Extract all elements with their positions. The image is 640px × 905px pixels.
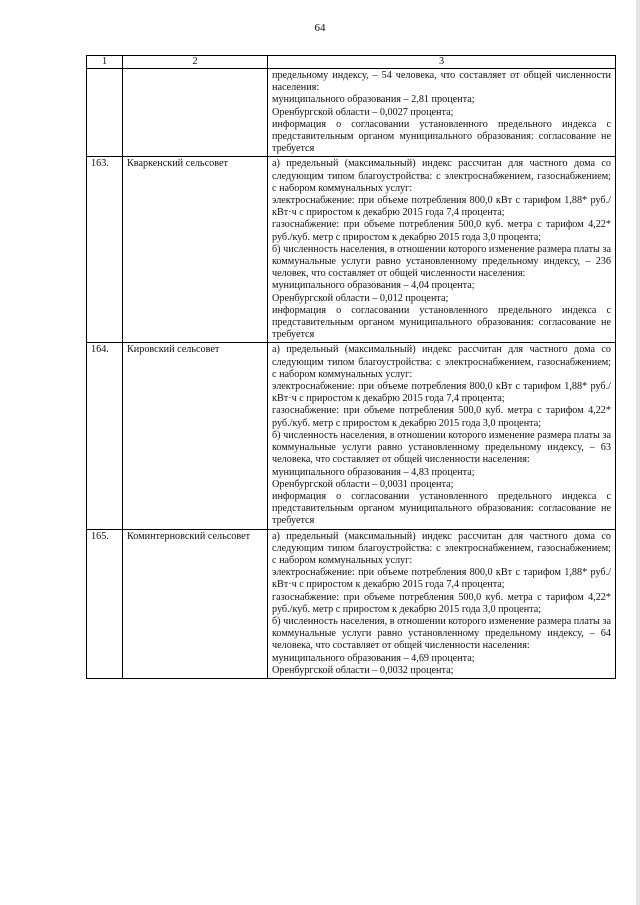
description-paragraph: муниципального образования – 4,83 процента; — [272, 466, 475, 478]
description-paragraph: информация о согласовании установленного предельного индекса с представительным органом муниципального образования: согласование не требуется — [272, 118, 611, 155]
index-description — [268, 343, 616, 529]
settlement-name: Коминтерновский сельсовет — [123, 529, 268, 678]
index-description — [268, 69, 616, 157]
table-header-row — [87, 56, 616, 69]
description-paragraph: муниципального образования – 4,69 процента; — [272, 652, 475, 664]
table-row — [87, 157, 616, 343]
page-number: 64 — [314, 22, 326, 34]
description-paragraph: газоснабжение: при объеме потребления 500,0 куб. метра с тарифом 4,22* руб./куб. метр с приростом к декабрю 2015 года 3,0 процента; — [272, 405, 611, 429]
column-header-3: 3 — [268, 56, 616, 69]
description-paragraph: б) численность населения, в отношении которого изменение размера платы за коммунальные услуги равно установленному предельному индексу, – 64 человека, что составляет от общей численности населения: — [272, 615, 611, 652]
description-paragraph: Оренбургской области – 0,0031 процента; — [272, 478, 454, 490]
row-number: 164. — [87, 343, 123, 529]
settlement-name: Кваркенский сельсовет — [123, 157, 268, 343]
description-paragraph: Оренбургской области – 0,0032 процента; — [272, 664, 454, 676]
row-number: 165. — [87, 529, 123, 678]
settlements-table — [86, 55, 616, 679]
index-description — [268, 157, 616, 343]
description-paragraph: электроснабжение: при объеме потребления 800,0 кВт с тарифом 1,88* руб./кВт·ч с приростом к декабрю 2015 года 7,4 процента; — [272, 567, 611, 591]
table-row — [87, 529, 616, 678]
scan-edge — [636, 0, 640, 905]
description-paragraph: а) предельный (максимальный) индекс рассчитан для частного дома со следующим типом благоустройства: с электроснабжением, газоснабжением; с набором коммунальных услуг: — [272, 530, 611, 566]
description-paragraph: газоснабжение: при объеме потребления 500,0 куб. метра с тарифом 4,22* руб./куб. метр с приростом к декабрю 2015 года 3,0 процента; — [272, 219, 611, 243]
settlement-name: Кировский сельсовет — [123, 343, 268, 529]
column-header-1: 1 — [87, 56, 123, 69]
index-description — [268, 529, 616, 678]
column-header-2: 2 — [123, 56, 268, 69]
description-paragraph: а) предельный (максимальный) индекс рассчитан для частного дома со следующим типом благоустройства: с электроснабжением, газоснабжением; с набором коммунальных услуг: — [272, 344, 611, 380]
description-paragraph: информация о согласовании установленного предельного индекса с представительным органом муниципального образования: согласование не требуется — [272, 490, 611, 527]
description-paragraph: а) предельный (максимальный) индекс рассчитан для частного дома со следующим типом благоустройства: с электроснабжением, газоснабжением; с набором коммунальных услуг: — [272, 158, 611, 194]
description-paragraph: информация о согласовании установленного предельного индекса с представительным органом муниципального образования: согласование не требуется — [272, 304, 611, 341]
description-paragraph: Оренбургской области – 0,0027 процента; — [272, 106, 454, 118]
table-row — [87, 343, 616, 529]
description-paragraph: электроснабжение: при объеме потребления 800,0 кВт с тарифом 1,88* руб./кВт·ч с приростом к декабрю 2015 года 7,4 процента; — [272, 195, 611, 219]
table-body — [87, 69, 616, 679]
description-paragraph: предельному индексу, – 54 человека, что составляет от общей численности населения: — [272, 70, 611, 94]
description-paragraph: муниципального образования – 2,81 процента; — [272, 94, 475, 106]
table-row — [87, 69, 616, 157]
settlement-name — [123, 69, 268, 157]
description-paragraph: Оренбургской области – 0,012 процента; — [272, 292, 449, 304]
description-paragraph: б) численность населения, в отношении которого изменение размера платы за коммунальные услуги равно установленному предельному индексу, – 63 человека, что составляет от общей численности населения: — [272, 429, 611, 466]
row-number — [87, 69, 123, 157]
description-paragraph: электроснабжение: при объеме потребления 800,0 кВт с тарифом 1,88* руб./кВт·ч с приростом к декабрю 2015 года 7,4 процента; — [272, 381, 611, 405]
row-number: 163. — [87, 157, 123, 343]
description-paragraph: б) численность населения, в отношении которого изменение размера платы за коммунальные услуги равно установленному предельному индексу, – 236 человек, что составляет от общей численности населения: — [272, 243, 611, 280]
description-paragraph: газоснабжение: при объеме потребления 500,0 куб. метра с тарифом 4,22* руб./куб. метр с приростом к декабрю 2015 года 3,0 процента; — [272, 591, 611, 615]
description-paragraph: муниципального образования – 4,04 процента; — [272, 280, 475, 292]
